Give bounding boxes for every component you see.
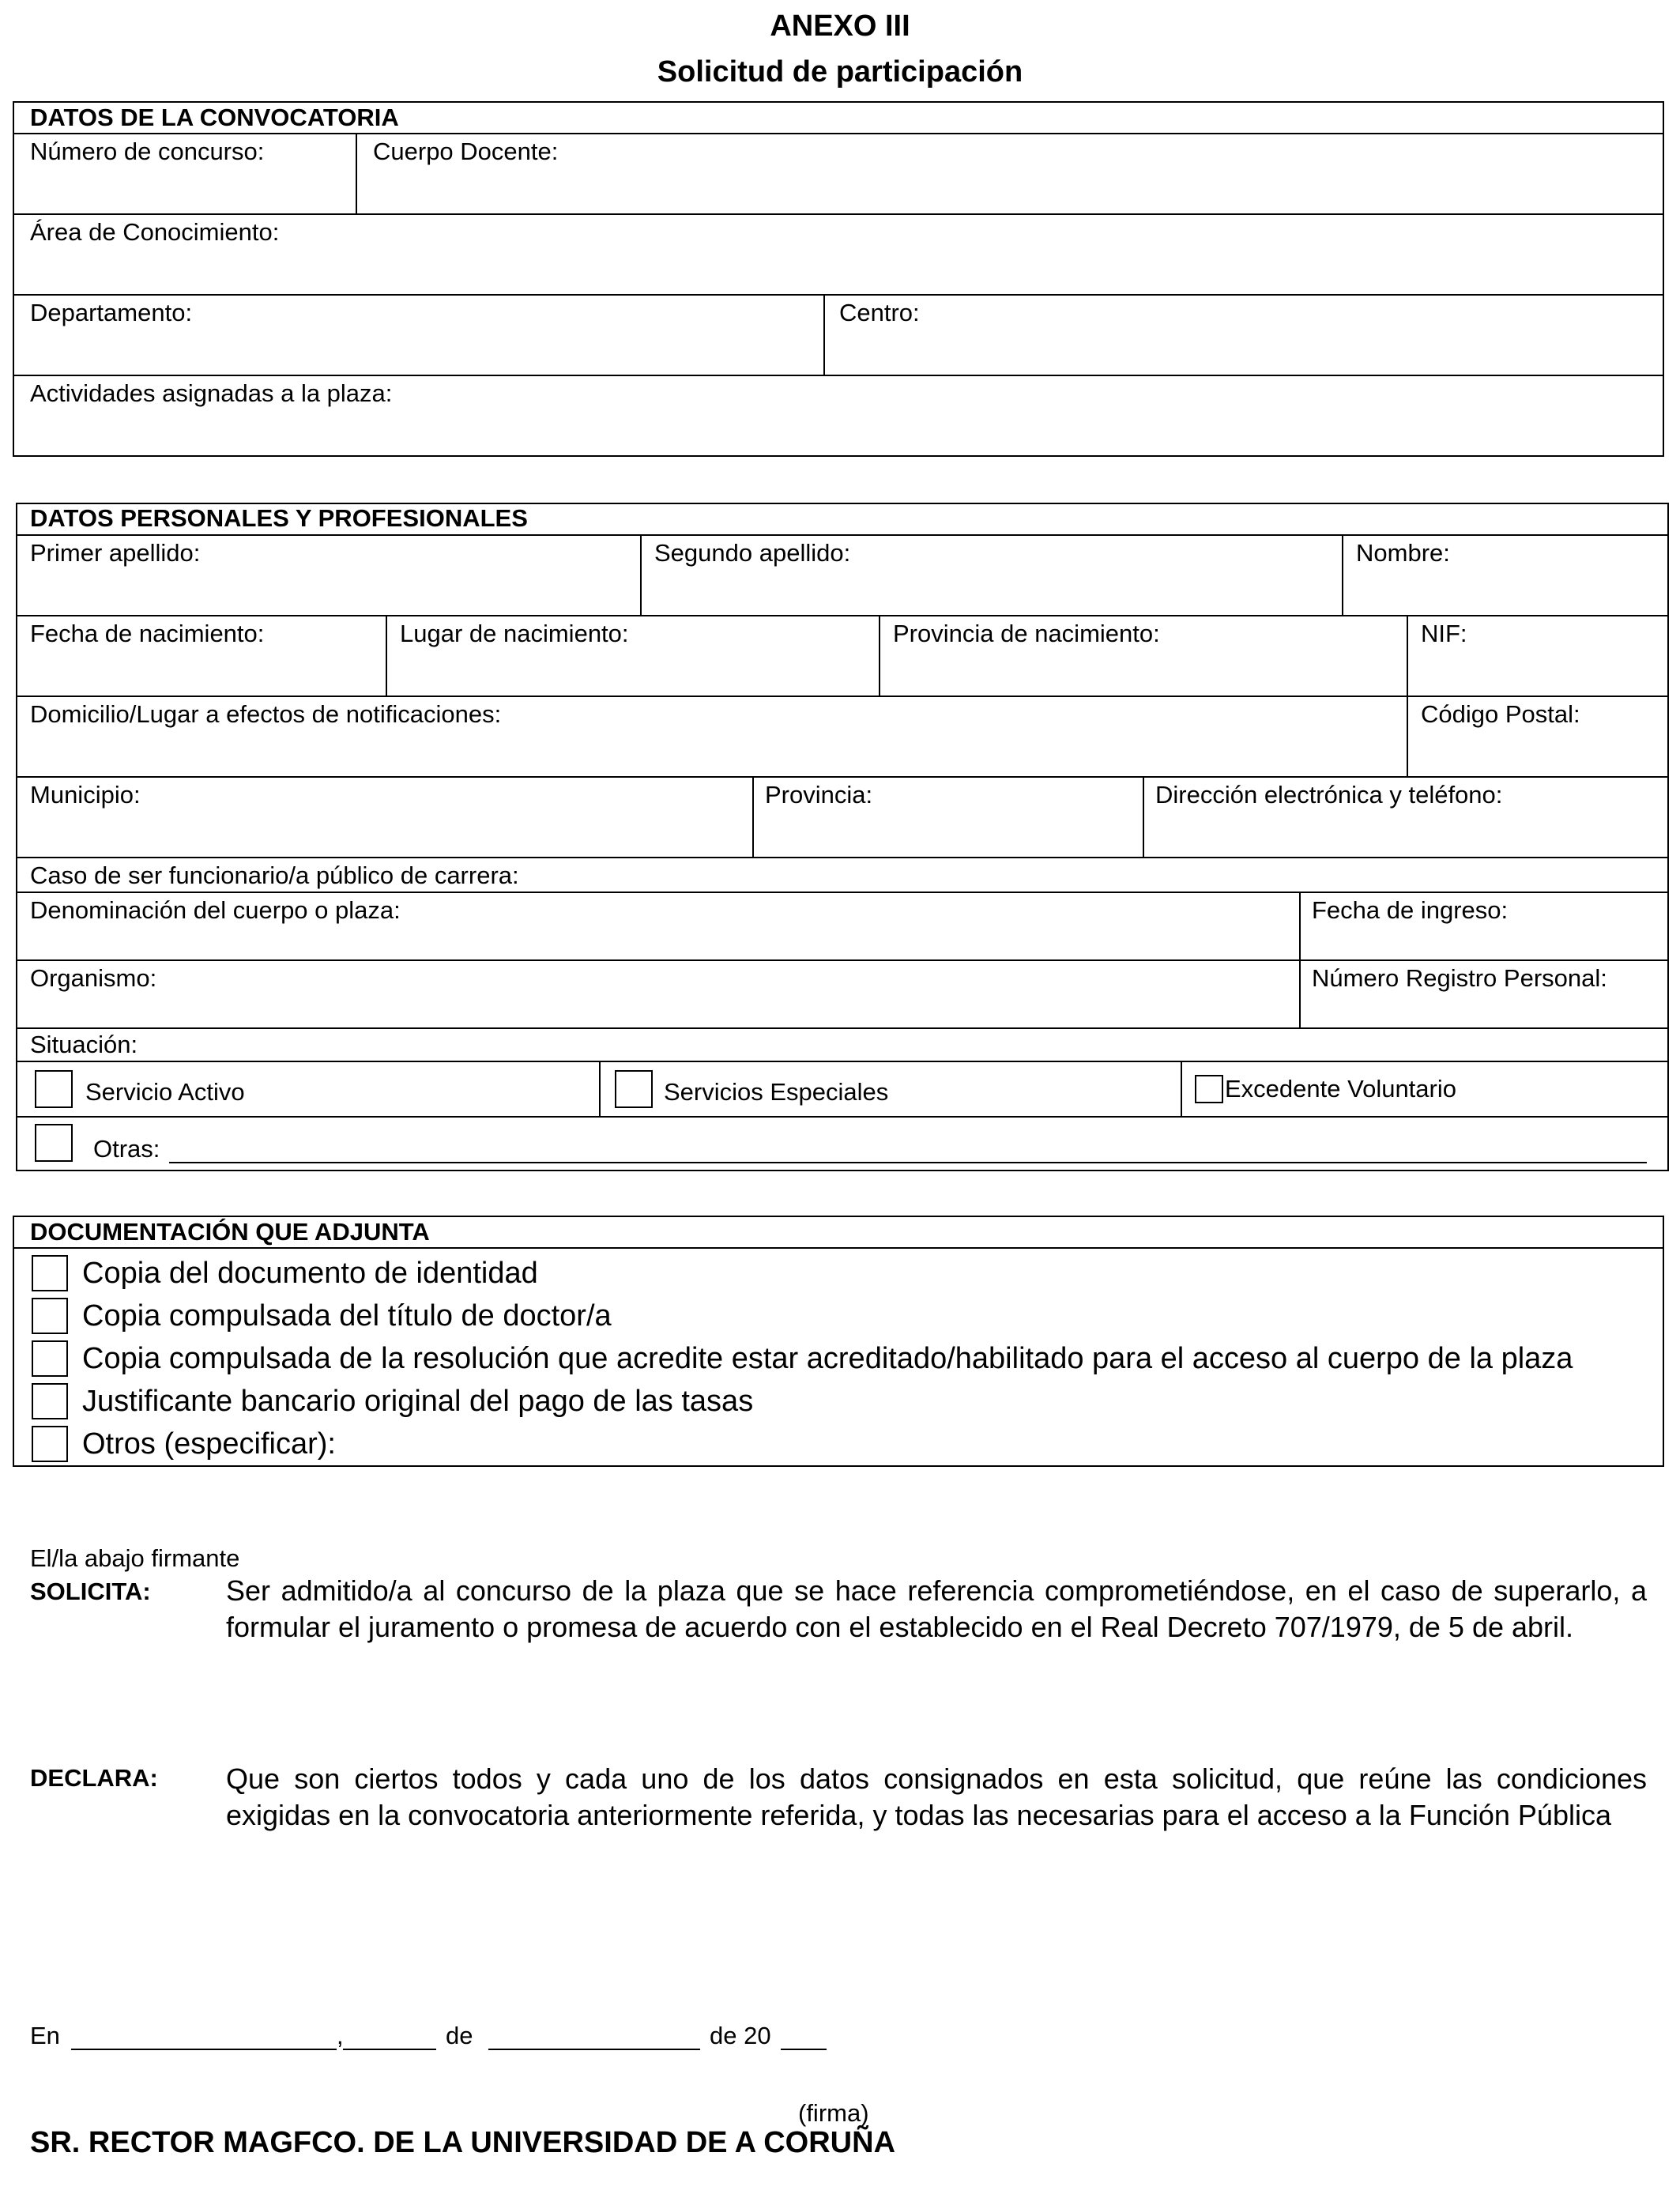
divider	[13, 294, 1664, 296]
segundo-apellido-field[interactable]: Segundo apellido:	[654, 539, 851, 567]
divider	[16, 1061, 1669, 1062]
divider	[13, 133, 1664, 134]
solicita-text: Ser admitido/a al concurso de la plaza que se hace referencia comprometiéndose, en el caso de superarlo, a formular el juramento o promesa de acuerdo con el establecido en el Real Decreto 707/1979, de 5 de abril.	[226, 1574, 1647, 1643]
declara-text: Que son ciertos todos y cada uno de los datos consignados en esta solicitud, que reúne las condiciones exigidas en la convocatoria anteriormente referida, y todas las necesarias para el acceso a la Función Pública	[226, 1762, 1647, 1831]
doc-resolucion-label: Copia compulsada de la resolución que acredite estar acreditado/habilitado para el acceso al cuerpo de la plaza	[82, 1342, 1573, 1375]
servicios-especiales-label: Servicios Especiales	[664, 1078, 889, 1106]
departamento-field[interactable]: Departamento:	[30, 299, 193, 326]
organismo-field[interactable]: Organismo:	[30, 964, 157, 992]
de-year-label: de 20	[710, 2022, 771, 2049]
destinatario: SR. RECTOR MAGFCO. DE LA UNIVERSIDAD DE A CORUÑA	[30, 2126, 896, 2159]
divider	[13, 1247, 1664, 1249]
situacion-label: Situación:	[30, 1031, 138, 1058]
doc-resolucion-checkbox[interactable]	[32, 1340, 68, 1377]
mes-input-line[interactable]	[488, 2049, 700, 2050]
municipio-field[interactable]: Municipio:	[30, 781, 141, 809]
doc-titulo-doctor-checkbox[interactable]	[32, 1298, 68, 1334]
annex-title: ANEXO III	[770, 9, 910, 43]
codigo-postal-field[interactable]: Código Postal:	[1421, 700, 1580, 728]
lugar-input-line[interactable]	[71, 2049, 337, 2050]
fecha-ingreso-field[interactable]: Fecha de ingreso:	[1312, 896, 1509, 924]
de-label: de	[446, 2022, 473, 2049]
excedente-voluntario-checkbox[interactable]	[1195, 1075, 1223, 1103]
divider	[13, 213, 1664, 215]
actividades-field[interactable]: Actividades asignadas a la plaza:	[30, 379, 393, 407]
divider	[13, 375, 1664, 376]
numero-concurso-field[interactable]: Número de concurso:	[30, 138, 265, 165]
divider	[16, 1027, 1669, 1029]
divider	[1181, 1061, 1182, 1116]
excedente-voluntario-label: Excedente Voluntario	[1225, 1075, 1456, 1103]
divider	[16, 959, 1669, 961]
personales-heading: DATOS PERSONALES Y PROFESIONALES	[30, 504, 528, 532]
provincia-nacimiento-field[interactable]: Provincia de nacimiento:	[893, 620, 1160, 647]
otras-label: Otras:	[93, 1135, 160, 1163]
divider	[752, 776, 754, 857]
documentacion-heading: DOCUMENTACIÓN QUE ADJUNTA	[30, 1218, 430, 1246]
numero-registro-personal-field[interactable]: Número Registro Personal:	[1312, 964, 1607, 992]
doc-justificante-label: Justificante bancario original del pago de las tasas	[82, 1385, 754, 1418]
en-label: En	[30, 2022, 60, 2049]
divider	[16, 776, 1669, 778]
divider	[16, 615, 1669, 616]
doc-titulo-doctor-label: Copia compulsada del título de doctor/a	[82, 1299, 612, 1333]
servicio-activo-checkbox[interactable]	[35, 1070, 73, 1108]
doc-otros-checkbox[interactable]	[32, 1426, 68, 1462]
divider	[599, 1061, 601, 1116]
divider	[16, 892, 1669, 893]
divider	[1299, 892, 1301, 1027]
divider	[1342, 534, 1343, 615]
servicio-activo-label: Servicio Activo	[85, 1078, 245, 1106]
centro-field[interactable]: Centro:	[839, 299, 920, 326]
firmante-label: El/la abajo firmante	[30, 1544, 240, 1572]
divider	[1143, 776, 1144, 857]
servicios-especiales-checkbox[interactable]	[615, 1070, 653, 1108]
caso-funcionario-label: Caso de ser funcionario/a público de carrera:	[30, 861, 519, 889]
divider	[16, 857, 1669, 858]
divider	[356, 133, 357, 213]
form-subtitle: Solicitud de participación	[657, 55, 1023, 89]
denominacion-field[interactable]: Denominación del cuerpo o plaza:	[30, 896, 401, 924]
primer-apellido-field[interactable]: Primer apellido:	[30, 539, 201, 567]
doc-identidad-label: Copia del documento de identidad	[82, 1257, 538, 1290]
divider	[1407, 615, 1408, 776]
domicilio-field[interactable]: Domicilio/Lugar a efectos de notificaciones:	[30, 700, 502, 728]
divider	[879, 615, 880, 696]
nombre-field[interactable]: Nombre:	[1356, 539, 1450, 567]
fecha-nacimiento-field[interactable]: Fecha de nacimiento:	[30, 620, 265, 647]
divider	[640, 534, 642, 615]
divider	[386, 615, 387, 696]
provincia-field[interactable]: Provincia:	[765, 781, 873, 809]
otras-input-line[interactable]	[169, 1162, 1647, 1163]
solicita-label: SOLICITA:	[30, 1578, 151, 1605]
anio-input-line[interactable]	[781, 2049, 827, 2050]
divider	[16, 534, 1669, 536]
doc-identidad-checkbox[interactable]	[32, 1255, 68, 1291]
dia-input-line[interactable]	[343, 2049, 436, 2050]
convocatoria-heading: DATOS DE LA CONVOCATORIA	[30, 104, 399, 131]
divider	[16, 696, 1669, 697]
cuerpo-docente-field[interactable]: Cuerpo Docente:	[373, 138, 559, 165]
nif-field[interactable]: NIF:	[1421, 620, 1467, 647]
divider	[823, 294, 825, 375]
otras-checkbox[interactable]	[35, 1124, 73, 1162]
direccion-electronica-field[interactable]: Dirección electrónica y teléfono:	[1155, 781, 1503, 809]
doc-otros-label: Otros (especificar):	[82, 1427, 336, 1461]
divider	[16, 1116, 1669, 1118]
lugar-nacimiento-field[interactable]: Lugar de nacimiento:	[400, 620, 629, 647]
doc-justificante-checkbox[interactable]	[32, 1383, 68, 1419]
personales-frame	[16, 503, 1669, 1171]
area-conocimiento-field[interactable]: Área de Conocimiento:	[30, 218, 280, 246]
firma-label: (firma)	[798, 2099, 869, 2127]
declara-label: DECLARA:	[30, 1764, 158, 1792]
comma-label: ,	[337, 2022, 344, 2049]
